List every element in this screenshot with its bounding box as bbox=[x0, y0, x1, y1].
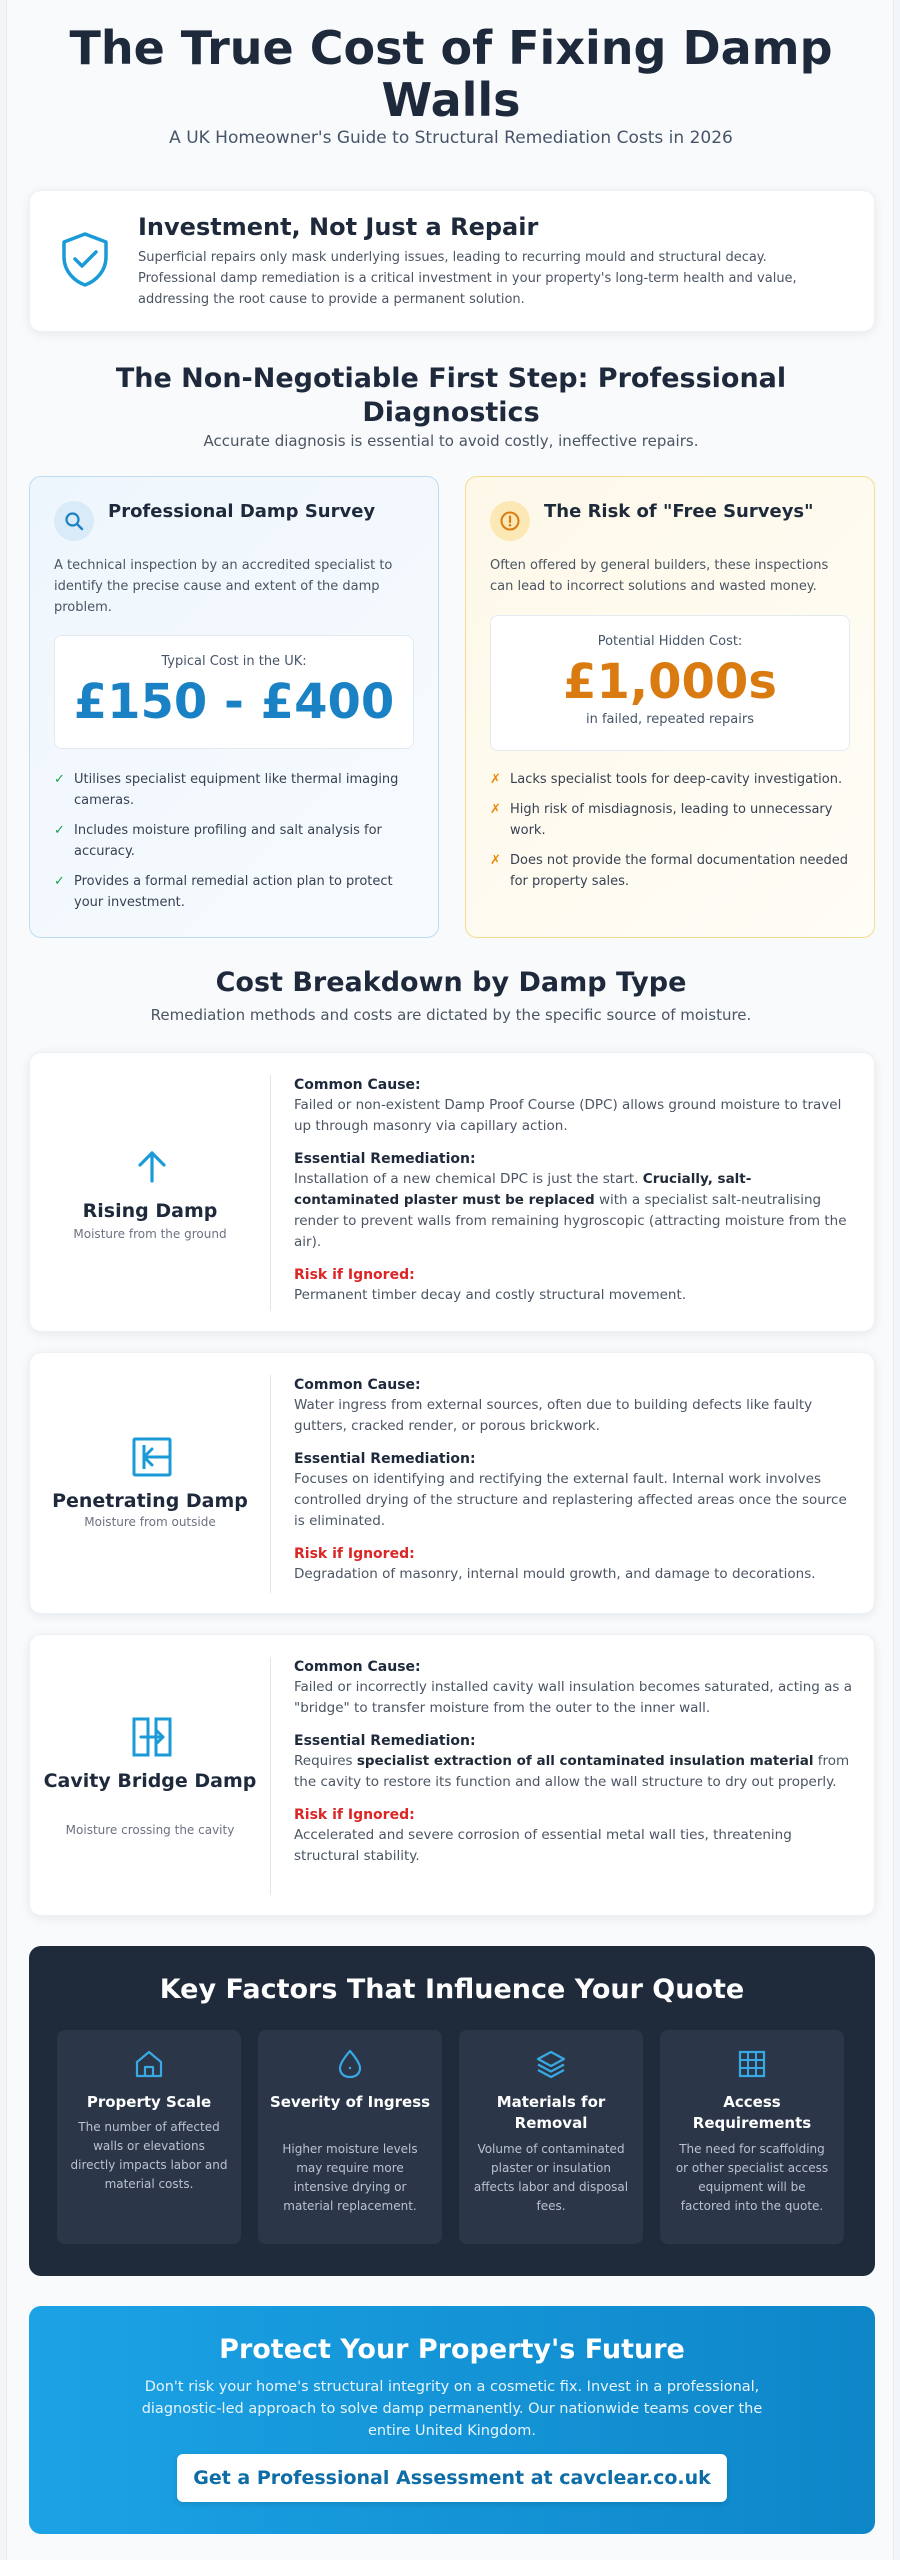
damp-type-name: Rising Damp bbox=[82, 1200, 218, 1222]
droplet-icon bbox=[334, 2048, 366, 2080]
cause-heading: Common Cause: bbox=[294, 1377, 421, 1393]
factor-card-materials bbox=[459, 2030, 643, 2244]
damp-type-card-penetrating bbox=[29, 1352, 875, 1614]
list-item: ✓ Includes moisture profiling and salt analysis for accuracy. bbox=[54, 820, 424, 862]
cause-heading: Common Cause: bbox=[294, 1659, 421, 1675]
page-subtitle: A UK Homeowner's Guide to Structural Remediation Costs in 2026 bbox=[169, 128, 733, 148]
risk-heading: Risk if Ignored: bbox=[294, 1267, 415, 1283]
damp-type-header bbox=[30, 1053, 270, 1331]
factor-title: Access Requirements bbox=[692, 2093, 812, 2132]
cta-text: Don't risk your home's structural integrity on a cosmetic fix. Invest in a professional, diagnostic-led approach to solve damp permanently. Our nationwide teams cover the entire United Kingdom. bbox=[141, 2379, 763, 2439]
factor-text: Volume of contaminated plaster or insulation affects labor and disposal fees. bbox=[473, 2142, 629, 2213]
shield-check-icon bbox=[60, 231, 110, 287]
remediation-heading: Essential Remediation: bbox=[294, 1151, 476, 1167]
check-icon: ✓ bbox=[54, 823, 65, 838]
assessment-cta-button[interactable]: Get a Professional Assessment at cavclear.co.uk bbox=[177, 2454, 727, 2502]
professional-survey-card bbox=[29, 476, 439, 938]
factor-text: The number of affected walls or elevations directly impacts labor and material costs. bbox=[70, 2120, 228, 2191]
damp-type-details bbox=[294, 1375, 854, 1597]
remediation-heading: Essential Remediation: bbox=[294, 1733, 476, 1749]
breakdown-title: Cost Breakdown by Damp Type bbox=[215, 967, 687, 998]
damp-type-card-rising bbox=[29, 1052, 875, 1332]
cross-icon: ✗ bbox=[490, 853, 501, 868]
cross-icon: ✗ bbox=[490, 772, 501, 787]
professional-benefits-list bbox=[54, 769, 424, 922]
risk-heading: Risk if Ignored: bbox=[294, 1546, 415, 1562]
arrow-up-icon bbox=[130, 1145, 174, 1189]
key-factors-panel bbox=[29, 1946, 875, 2276]
risk-text: Accelerated and severe corrosion of essential metal wall ties, threatening structural stability. bbox=[294, 1827, 792, 1864]
damp-type-name: Cavity Bridge Damp bbox=[43, 1770, 257, 1792]
damp-type-details bbox=[294, 1657, 854, 1879]
damp-type-details bbox=[294, 1075, 854, 1318]
divider bbox=[270, 1075, 271, 1311]
page-title: The True Cost of Fixing Damp Walls bbox=[69, 21, 833, 127]
hidden-cost-label: Potential Hidden Cost: bbox=[597, 634, 743, 649]
damp-type-tagline: Moisture from the ground bbox=[73, 1227, 227, 1241]
cause-heading: Common Cause: bbox=[294, 1077, 421, 1093]
damp-type-tagline: Moisture crossing the cavity bbox=[65, 1823, 235, 1837]
grid-icon bbox=[736, 2048, 768, 2080]
damp-type-name: Penetrating Damp bbox=[52, 1490, 248, 1512]
hidden-cost-value: £1,000s bbox=[563, 654, 777, 710]
list-item: ✗ High risk of misdiagnosis, leading to unnecessary work. bbox=[490, 799, 860, 841]
damp-type-tagline: Moisture from outside bbox=[84, 1515, 216, 1529]
free-survey-description: Often offered by general builders, these inspections can lead to incorrect solutions and wasted money. bbox=[490, 558, 829, 594]
cross-icon: ✗ bbox=[490, 802, 501, 817]
risk-heading: Risk if Ignored: bbox=[294, 1807, 415, 1823]
professional-survey-description: A technical inspection by an accredited specialist to identify the precise cause and extent of the damp problem. bbox=[54, 558, 393, 615]
hidden-cost-note: in failed, repeated repairs bbox=[585, 712, 755, 727]
factor-title: Severity of Ingress bbox=[269, 2093, 431, 2111]
remediation-heading: Essential Remediation: bbox=[294, 1451, 476, 1467]
list-item: ✓ Provides a formal remedial action plan to protect your investment. bbox=[54, 871, 424, 913]
typical-cost-box bbox=[54, 635, 414, 749]
remediation-text: Installation of a new chemical DPC is just the start. Crucially, salt-contaminated plaster must be replaced with a specialist salt-neutralising render to prevent walls from remaining hygroscopic (attracting moisture from the air). bbox=[294, 1171, 847, 1250]
factor-title: Materials for Removal bbox=[496, 2093, 606, 2132]
free-survey-title: The Risk of "Free Surveys" bbox=[544, 501, 814, 522]
search-icon-badge bbox=[54, 501, 94, 541]
typical-cost-label: Typical Cost in the UK: bbox=[161, 654, 307, 669]
list-item: ✗ Does not provide the formal documentation needed for property sales. bbox=[490, 850, 860, 892]
factor-card-access bbox=[660, 2030, 844, 2244]
damp-type-card-cavity-bridge bbox=[29, 1634, 875, 1916]
layers-icon bbox=[535, 2048, 567, 2080]
key-factors-title: Key Factors That Influence Your Quote bbox=[159, 1974, 745, 2005]
intro-card bbox=[29, 190, 875, 332]
damp-type-header bbox=[30, 1353, 270, 1613]
cavity-bridge-icon bbox=[130, 1715, 174, 1759]
risk-text: Permanent timber decay and costly structural movement. bbox=[294, 1287, 687, 1303]
cta-panel bbox=[29, 2306, 875, 2534]
factor-text: Higher moisture levels may require more intensive drying or material replacement. bbox=[282, 2142, 418, 2213]
check-icon: ✓ bbox=[54, 772, 65, 787]
breakdown-subtitle: Remediation methods and costs are dictated by the specific source of moisture. bbox=[150, 1006, 752, 1024]
factor-title: Property Scale bbox=[86, 2093, 212, 2111]
divider bbox=[270, 1657, 271, 1895]
house-icon bbox=[133, 2048, 165, 2080]
hidden-cost-box bbox=[490, 615, 850, 751]
infographic-page bbox=[6, 0, 894, 2560]
arrow-in-box-icon bbox=[130, 1435, 174, 1479]
factor-card-severity bbox=[258, 2030, 442, 2244]
risk-text: Degradation of masonry, internal mould growth, and damage to decorations. bbox=[294, 1566, 816, 1582]
list-item: ✓ Utilises specialist equipment like thermal imaging cameras. bbox=[54, 769, 424, 811]
damp-type-header bbox=[30, 1635, 270, 1915]
factor-card-property-scale bbox=[57, 2030, 241, 2244]
professional-survey-title: Professional Damp Survey bbox=[108, 501, 376, 522]
diagnostics-subtitle: Accurate diagnosis is essential to avoid costly, ineffective repairs. bbox=[203, 432, 699, 450]
cause-text: Failed or non-existent Damp Proof Course (DPC) allows ground moisture to travel up through masonry via capillary action. bbox=[294, 1097, 842, 1134]
free-survey-risk-card bbox=[465, 476, 875, 938]
cta-title: Protect Your Property's Future bbox=[219, 2334, 685, 2365]
search-icon bbox=[64, 511, 84, 531]
check-icon: ✓ bbox=[54, 874, 65, 889]
divider bbox=[270, 1375, 271, 1593]
diagnostics-title: The Non-Negotiable First Step: Professional Diagnostics bbox=[115, 363, 787, 428]
remediation-text: Requires specialist extraction of all contaminated insulation material from the cavity to restore its function and allow the wall structure to dry out properly. bbox=[294, 1753, 850, 1790]
factor-text: The need for scaffolding or other specialist access equipment will be factored into the quote. bbox=[675, 2142, 829, 2213]
intro-text: Superficial repairs only mask underlying issues, leading to recurring mould and structural decay. Professional damp remediation is a critical investment in your property's long-term health and value, addressing the root cause to provide a permanent solution. bbox=[138, 250, 797, 307]
alert-icon-badge bbox=[490, 501, 530, 541]
cause-text: Failed or incorrectly installed cavity wall insulation becomes saturated, acting as a "bridge" to transfer moisture from the outer to the inner wall. bbox=[294, 1679, 853, 1716]
typical-cost-value: £150 - £400 bbox=[73, 674, 395, 730]
remediation-text: Focuses on identifying and rectifying the external fault. Internal work involves controlled drying of the structure and replastering affected areas once the source is eliminated. bbox=[294, 1471, 847, 1529]
free-survey-risks-list bbox=[490, 769, 860, 901]
cause-text: Water ingress from external sources, often due to building defects like faulty gutters, cracked render, or porous brickwork. bbox=[294, 1397, 813, 1434]
list-item: ✗ Lacks specialist tools for deep-cavity investigation. bbox=[490, 769, 860, 790]
intro-title: Investment, Not Just a Repair bbox=[138, 213, 539, 241]
alert-circle-icon bbox=[499, 510, 521, 532]
